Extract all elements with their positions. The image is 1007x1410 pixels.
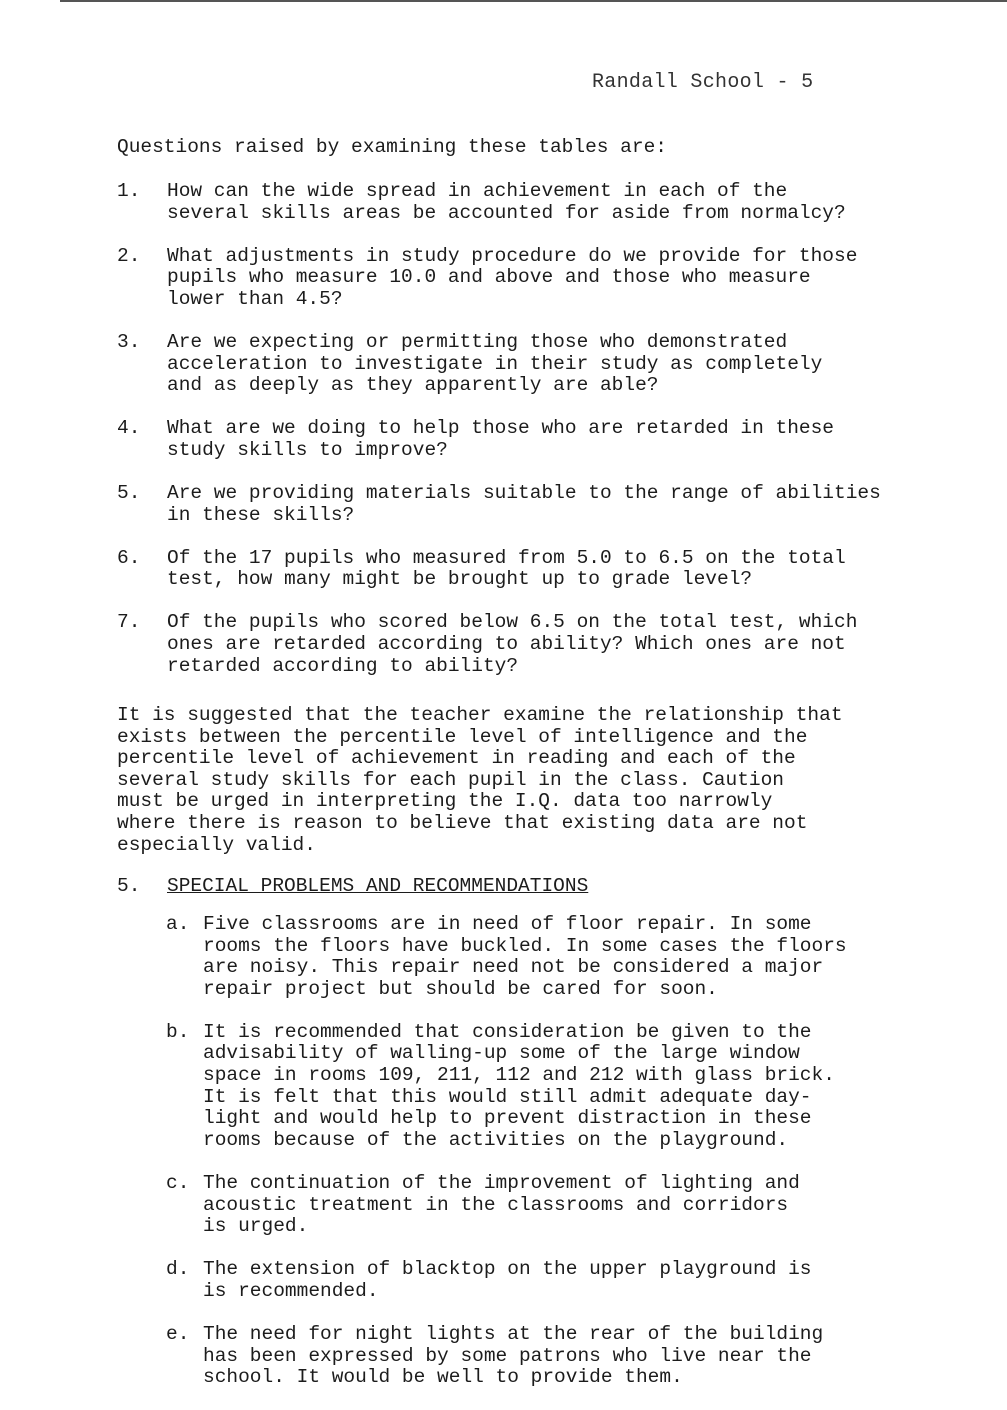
recommendation-text: The extension of blacktop on the upper playground is is recommended. xyxy=(203,1258,812,1302)
question-text: What adjustments in study procedure do we provide for those pupils who measure 10.0 and above and those who measure lower than 4.5? xyxy=(167,244,858,310)
question-item xyxy=(117,181,957,224)
recommendation-letter: e. xyxy=(166,1322,190,1345)
intro-text: Questions raised by examining these tables are: xyxy=(117,136,667,158)
recommendation-item xyxy=(166,914,966,1000)
question-number: 7. xyxy=(117,611,141,634)
recommendation-letter: a. xyxy=(166,913,190,935)
question-text: Of the 17 pupils who measured from 5.0 to 6.5 on the total test, how many might be brought up to grade level? xyxy=(167,546,846,591)
question-text: How can the wide spread in achievement in each of the several skills areas be accounted for aside from normalcy? xyxy=(167,180,846,224)
question-item xyxy=(117,332,957,397)
recommendation-text: It is recommended that consideration be given to the advisability of walling-up some of the large window space in rooms 109, 211, 112 and 212 with glass brick. It is felt that this would still admit adequate day- light and would help to prevent distraction in these rooms because of the activities on the playground. xyxy=(203,1020,835,1151)
recommendation-letter: d. xyxy=(166,1258,190,1281)
recommendation-letter: c. xyxy=(166,1171,190,1194)
question-item xyxy=(117,418,957,461)
question-text: Are we providing materials suitable to the range of abilities in these skills? xyxy=(167,481,881,526)
section-number: 5. xyxy=(117,875,141,897)
questions-list xyxy=(117,181,957,699)
recommendations-list xyxy=(166,914,966,1410)
question-item xyxy=(117,246,957,311)
question-text: Are we expecting or permitting those who demonstrated acceleration to investigate in their study as completely and as deeply as they apparently are able? xyxy=(167,330,823,397)
question-item xyxy=(117,612,957,677)
recommendation-letter: b. xyxy=(166,1020,190,1043)
page-header: Randall School - 5 xyxy=(592,71,814,94)
question-number: 1. xyxy=(117,180,141,202)
question-text: Of the pupils who scored below 6.5 on the total test, which ones are retarded according to ability? Which ones are not retarded according to ability? xyxy=(167,611,858,677)
section-title: SPECIAL PROBLEMS AND RECOMMENDATIONS xyxy=(167,875,589,897)
section-heading xyxy=(117,876,588,898)
recommendation-item xyxy=(166,1022,966,1152)
question-number: 2. xyxy=(117,244,141,267)
recommendation-text: The need for night lights at the rear of the building has been expressed by some patrons who live near the school. It would be well to provide them. xyxy=(203,1322,824,1389)
recommendation-item xyxy=(166,1259,966,1302)
question-text: What are we doing to help those who are retarded in these study skills to improve? xyxy=(167,417,835,461)
question-number: 4. xyxy=(117,417,141,440)
question-item xyxy=(117,548,957,591)
recommendation-text: The continuation of the improvement of lighting and acoustic treatment in the classrooms and corridors is urged. xyxy=(203,1171,800,1238)
page-top-edge xyxy=(60,0,1007,2)
question-number: 6. xyxy=(117,546,141,569)
suggestion-paragraph: It is suggested that the teacher examine the relationship that exists between the percentile level of intelligence and the percentile level of achievement in reading and each of the several study skills for each pupil in the class. Caution must be urged in interpreting the I.Q. data too narrowly where there is reason to believe that existing data are not especially valid. xyxy=(117,704,843,856)
recommendation-text: Five classrooms are in need of floor repair. In some rooms the floors have buckled. In some cases the floors are noisy. This repair need not be considered a major repair project but should be cared for soon. xyxy=(203,913,847,1000)
recommendation-item xyxy=(166,1324,966,1389)
question-number: 5. xyxy=(117,481,141,504)
question-item xyxy=(117,483,957,526)
question-number: 3. xyxy=(117,330,141,353)
recommendation-item xyxy=(166,1173,966,1238)
